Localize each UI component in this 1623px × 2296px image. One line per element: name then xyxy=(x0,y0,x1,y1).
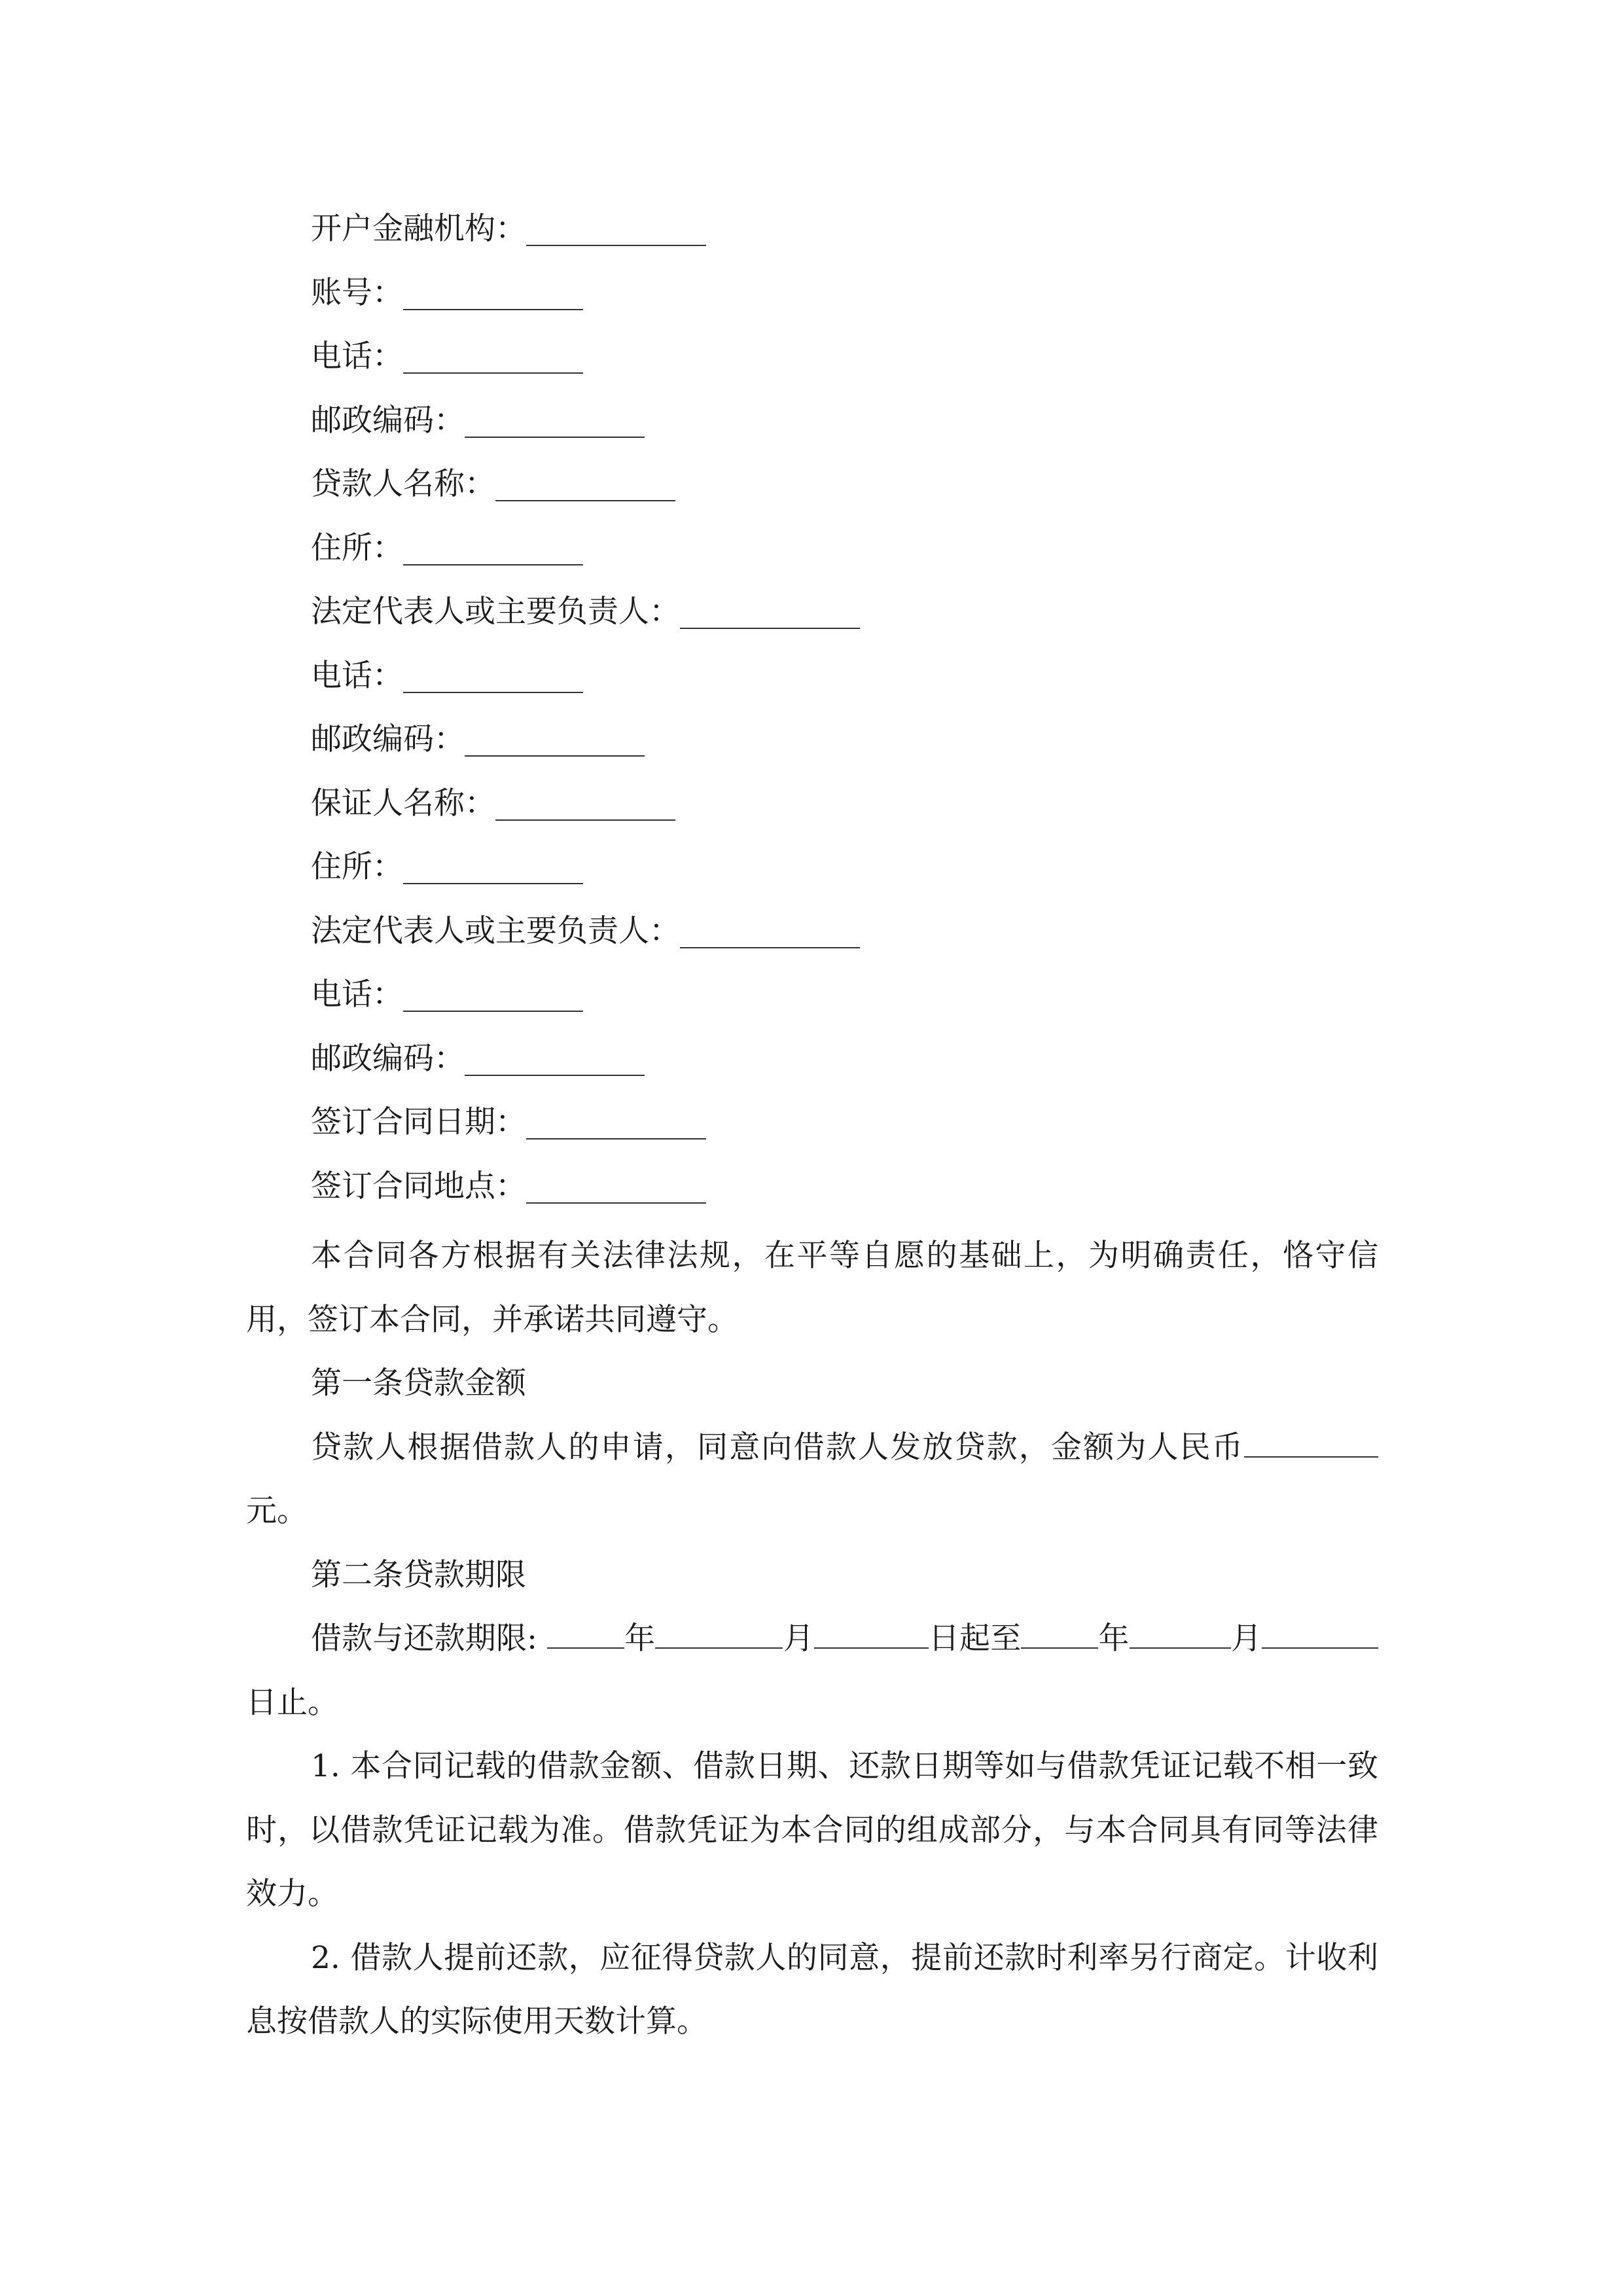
end-month-blank xyxy=(1130,1621,1231,1649)
month-label: 月 xyxy=(783,1621,814,1657)
blank-line xyxy=(526,1138,706,1139)
field-lender-postcode xyxy=(311,713,860,778)
field-label: 开户金融机构： xyxy=(311,211,526,247)
start-year-blank xyxy=(547,1621,624,1649)
field-label: 邮政编码： xyxy=(311,1040,465,1077)
field-guarantor-name xyxy=(311,778,860,842)
field-lender-phone xyxy=(311,650,860,714)
article1-title: 第一条贷款金额 xyxy=(311,1365,526,1401)
blank-line xyxy=(403,1011,583,1012)
blank-line xyxy=(403,372,583,374)
field-label: 签订合同地点： xyxy=(311,1168,526,1204)
field-label: 住所： xyxy=(311,529,403,566)
period-paragraph xyxy=(246,1607,1378,1734)
contract-body xyxy=(246,1224,1378,2054)
month-label: 月 xyxy=(1230,1621,1262,1657)
intro-paragraph: 本合同各方根据有关法律法规，在平等自愿的基础上，为明确责任，恪守信用，签订本合同，并承诺共同遵守。 xyxy=(246,1238,1378,1338)
field-lender-address xyxy=(311,522,860,586)
blank-line xyxy=(403,564,583,565)
field-signing-date xyxy=(311,1096,860,1160)
blank-line xyxy=(403,692,583,693)
field-signing-place xyxy=(311,1160,860,1225)
field-phone xyxy=(311,331,860,395)
field-label: 法定代表人或主要负责人： xyxy=(311,594,680,630)
blank-line xyxy=(526,1202,706,1204)
end-year-blank xyxy=(1021,1621,1098,1649)
field-lender-name xyxy=(311,458,860,522)
blank-line xyxy=(680,628,860,629)
blank-line xyxy=(526,245,706,246)
field-label: 电话： xyxy=(311,977,403,1013)
party-info-fields xyxy=(311,203,860,1224)
field-label: 邮政编码： xyxy=(311,402,465,439)
field-label: 电话： xyxy=(311,338,403,374)
article2-title: 第二条贷款期限 xyxy=(311,1556,526,1593)
period-label: 借款与还款期限: xyxy=(311,1621,537,1657)
clause-2: 2. 借款人提前还款，应征得贷款人的同意，提前还款时利率另行商定。计收利息按借款人的实际使用天数计算。 xyxy=(246,1939,1378,2039)
blank-line xyxy=(465,1075,645,1076)
field-postcode xyxy=(311,395,860,459)
field-label: 邮政编码： xyxy=(311,721,465,757)
field-label: 保证人名称： xyxy=(311,785,495,821)
field-guarantor-postcode xyxy=(311,1033,860,1097)
blank-line xyxy=(495,500,675,501)
start-day-blank xyxy=(814,1621,929,1649)
field-label: 法定代表人或主要负责人： xyxy=(311,912,680,949)
article1-paragraph xyxy=(246,1416,1378,1543)
blank-line xyxy=(403,883,583,884)
blank-line xyxy=(403,309,583,310)
field-lender-representative xyxy=(311,586,860,650)
article1-text-after: 元。 xyxy=(246,1493,308,1529)
field-label: 住所： xyxy=(311,849,403,885)
field-account xyxy=(311,267,860,331)
amount-blank xyxy=(1244,1430,1378,1458)
blank-line xyxy=(465,437,645,438)
field-label: 签订合同日期： xyxy=(311,1104,526,1140)
field-guarantor-address xyxy=(311,841,860,905)
year-label: 年 xyxy=(624,1621,656,1657)
clause-1: 1. 本合同记载的借款金额、借款日期、还款日期等如与借款凭证记载不相一致时，以借款凭证记载为准。借款凭证为本合同的组成部分，与本合同具有同等法律效力。 xyxy=(246,1748,1378,1912)
end-day-blank xyxy=(1262,1621,1378,1649)
blank-line xyxy=(465,755,645,757)
article1-text-before: 贷款人根据借款人的申请，同意向借款人发放贷款，金额为人民币 xyxy=(311,1429,1244,1465)
blank-line xyxy=(495,819,675,821)
blank-line xyxy=(680,947,860,948)
field-label: 电话： xyxy=(311,657,403,694)
day-from-label: 日起至 xyxy=(928,1621,1022,1657)
start-month-blank xyxy=(655,1621,783,1649)
field-guarantor-phone xyxy=(311,969,860,1033)
year-label: 年 xyxy=(1098,1621,1130,1657)
field-label: 账号： xyxy=(311,274,403,311)
day-end-label: 日止。 xyxy=(246,1684,338,1721)
field-guarantor-representative xyxy=(311,905,860,969)
field-label: 贷款人名称： xyxy=(311,466,495,502)
field-bank-institution xyxy=(311,203,860,267)
